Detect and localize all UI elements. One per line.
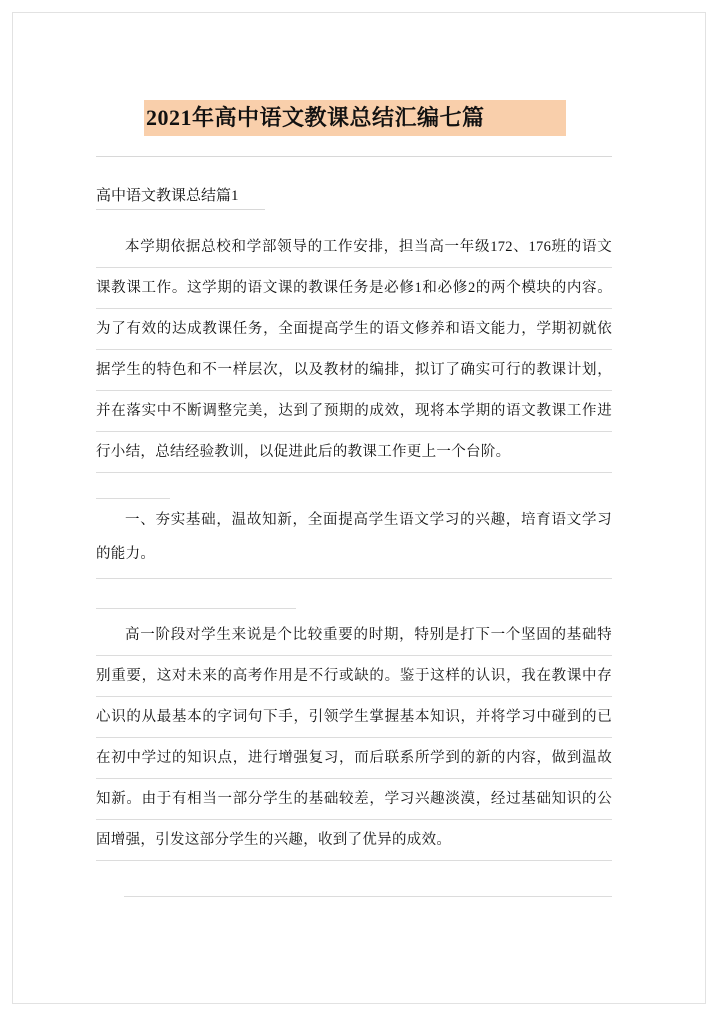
rule-full-1 — [96, 571, 612, 579]
paragraph-3: 高一阶段对学生来说是个比较重要的时期，特别是打下一个坚固的基础特别重要，这对未来的高考作用是不行或缺的。鉴于这样的认识，我在教课中存心识的从最基本的字词句下手，引领学生掌握基本知识，并将学习中碰到的已在初中学过的知识点，进行增强复习，而后联系所学到的新的内容，做到温故知新。由于有相当一部分学生的基础较差，学习兴趣淡漠，经过基础知识的公固增强，引发这部分学生的兴趣，收到了优异的成效。 — [96, 615, 612, 861]
page-title: 2021年高中语文教课总结汇编七篇 — [146, 105, 485, 130]
document-content — [96, 94, 612, 897]
title-block — [96, 94, 612, 157]
paragraph-2: 一、夯实基础，温故知新，全面提高学生语文学习的兴趣，培育语文学习的能力。 — [96, 512, 612, 562]
subheading-block — [96, 183, 612, 213]
paragraph-1: 本学期依据总校和学部领导的工作安排，担当高一年级172、176班的语文课教课工作。这学期的语文课的教课任务是必修1和必修2的两个模块的内容。为了有效的达成教课任务，全面提高学生的语文修养和语文能力，学期初就依据学生的特色和不一样层次，以及教材的编排，拟订了确实可行的教课计划，并在落实中不断调整完美，达到了预期的成效，现将本学期的语文教课工作进行小结，总结经验教训，以促进此后的教课工作更上一个台阶。 — [96, 227, 612, 473]
section-subheading: 高中语文教课总结篇1 — [96, 183, 265, 210]
rule-short-1 — [96, 473, 612, 499]
rule-tail-1 — [124, 861, 612, 897]
rule-med-1 — [96, 579, 612, 609]
